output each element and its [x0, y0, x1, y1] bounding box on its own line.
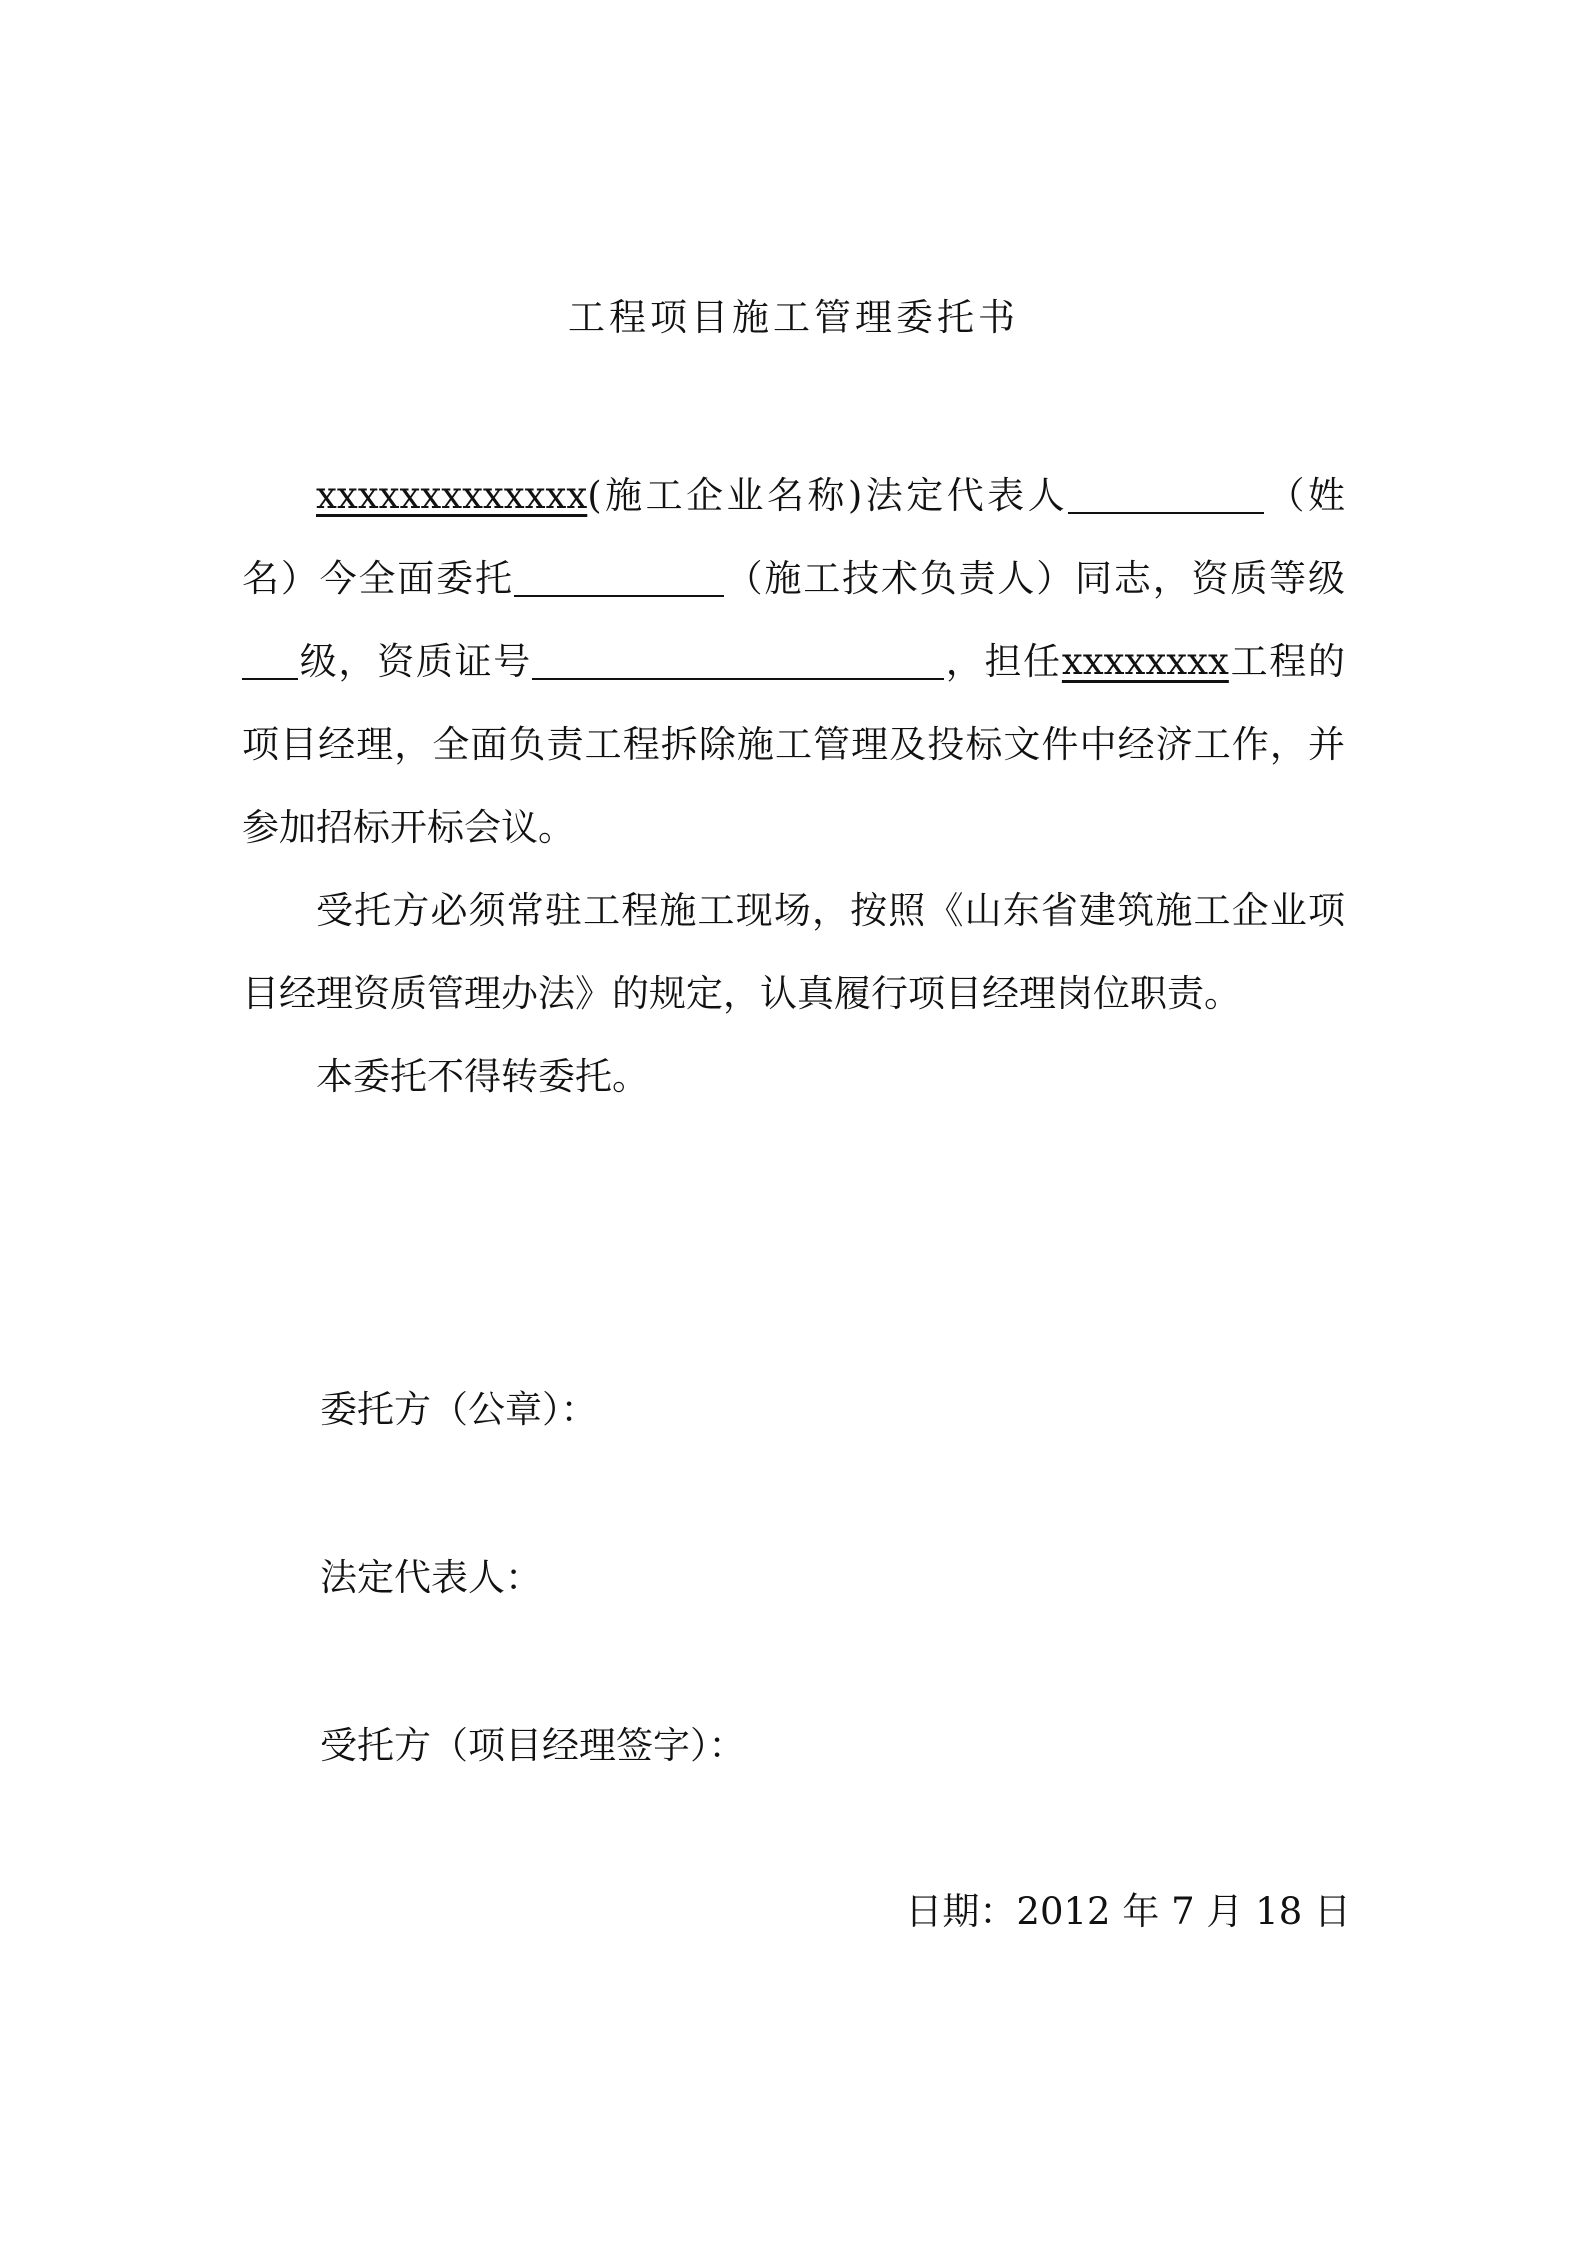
document-date: 日期：2012 年 7 月 18 日	[905, 1890, 1351, 1933]
paragraph-1-text-a: (施工企业名称)法定代表人	[587, 474, 1069, 517]
paragraph-1	[242, 454, 1345, 869]
legal-rep-name-blank	[1068, 478, 1264, 514]
qualification-grade-blank	[242, 644, 298, 680]
paragraph-1-text-d: 级，资质证号	[298, 640, 533, 683]
paragraph-1-text-e: ，担任	[944, 640, 1062, 683]
paragraph-1-text-c: （施工技术负责人）同志，资质等级	[723, 557, 1346, 600]
legal-representative-label: 法定代表人：	[320, 1556, 542, 1599]
certificate-number-blank	[532, 644, 944, 680]
paragraph-3: 本委托不得转委托。	[316, 1055, 649, 1098]
paragraph-1-text-f: 工程的项目经理，全面负责工程拆除施工管理及投标文件中经济工作，并参加招标开标会议。	[242, 640, 1345, 849]
project-name-placeholder: xxxxxxxx	[1061, 640, 1229, 683]
document-body	[242, 454, 1345, 1118]
paragraph-1-text-b: （姓名）今全面委托	[242, 474, 1346, 600]
agent-signature-label: 受托方（项目经理签字）：	[320, 1724, 746, 1767]
paragraph-2: 受托方必须常驻工程施工现场，按照《山东省建筑施工企业项目经理资质管理办法》的规定，认真履行项目经理岗位职责。	[242, 889, 1345, 1015]
company-name-placeholder: xxxxxxxxxxxxx	[316, 474, 588, 517]
page-title: 工程项目施工管理委托书	[568, 296, 1019, 339]
principal-seal-label: 委托方（公章）：	[320, 1388, 598, 1431]
tech-lead-name-blank	[514, 561, 724, 597]
